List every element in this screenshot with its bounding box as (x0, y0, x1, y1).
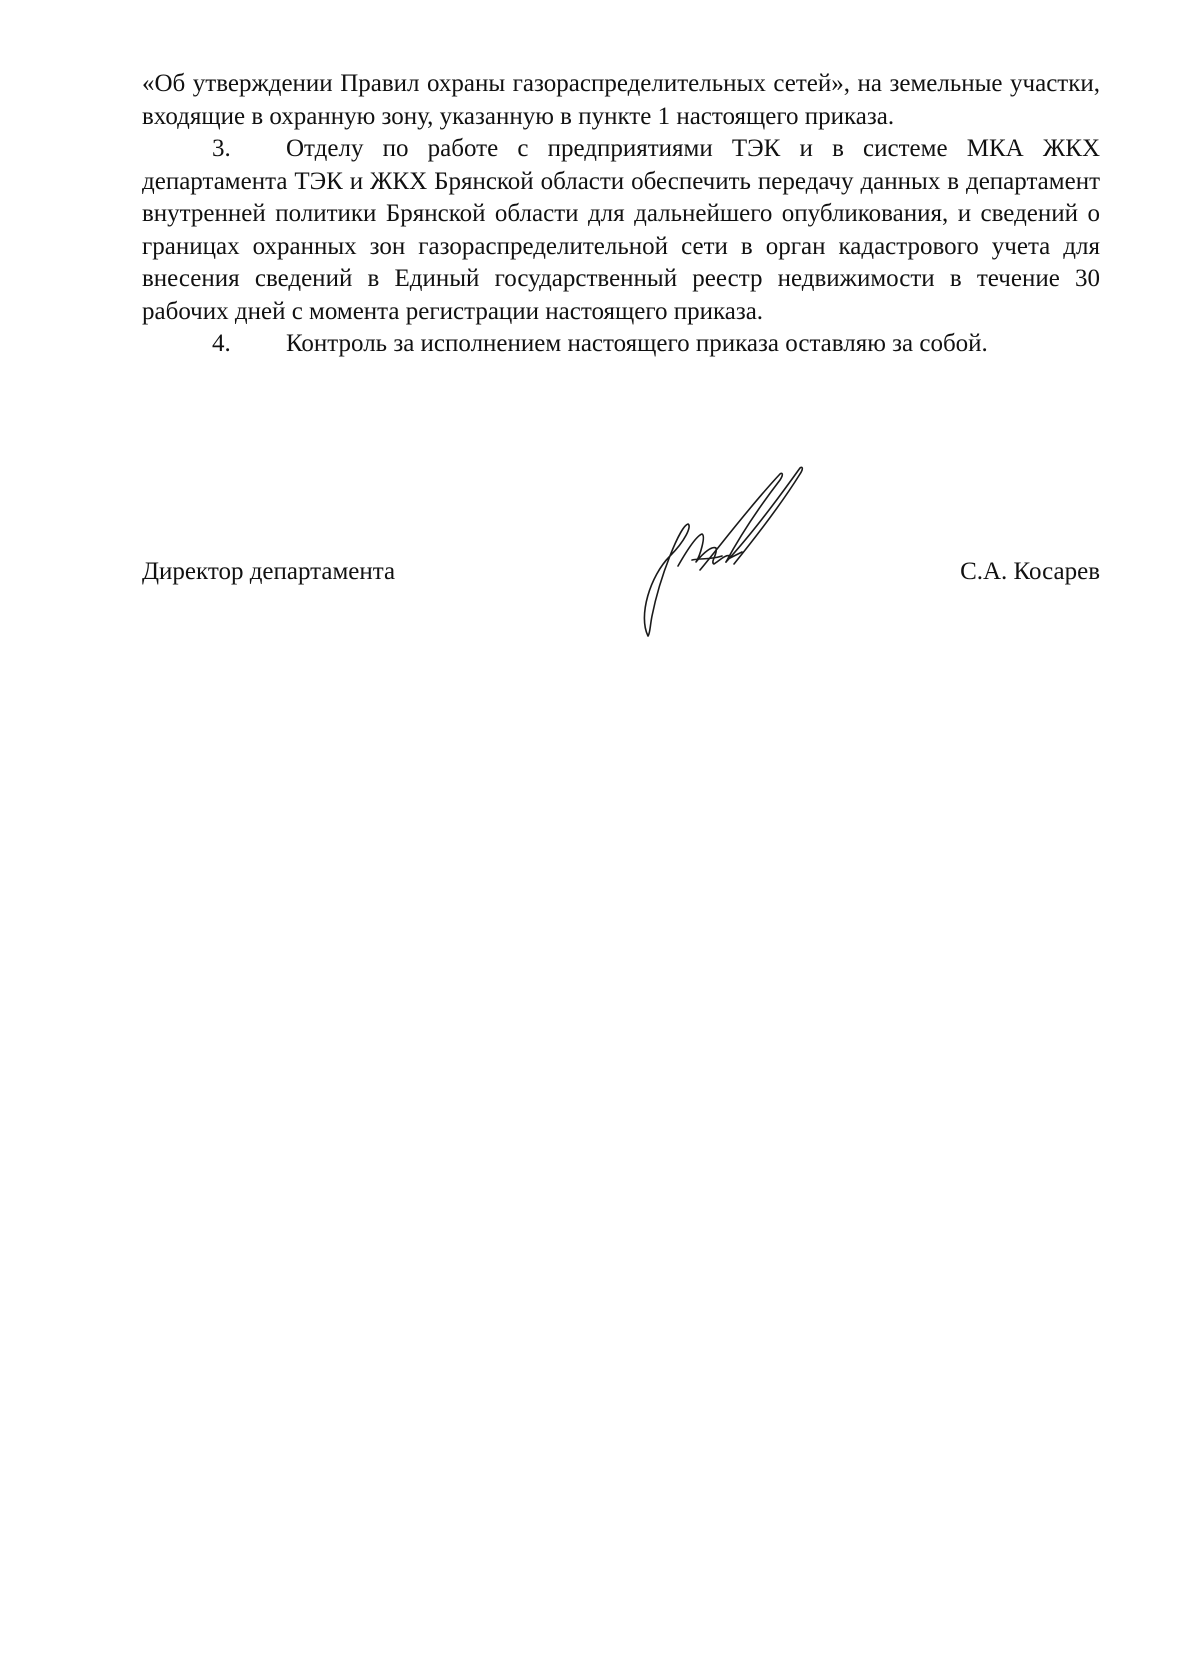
paragraph-continuation (142, 68, 1100, 133)
paragraph-text: Отделу по работе с предприятиями ТЭК и в системе МКА ЖКХ департамента ТЭК и ЖКХ Брянской области обеспечить передачу данных в департамент внутренней политики Брянской области для дальнейшего опубликования, и сведений о границах охранных зон газораспределительной сети в орган кадастрового учета для внесения сведений в Единый государственный реестр недвижимости в течение 30 рабочих дней с момента регистрации настоящего приказа. (142, 135, 1100, 325)
signatory-position: Директор департамента (142, 558, 396, 585)
document-body (142, 68, 1100, 361)
paragraph-text: Контроль за исполнением настоящего приказа оставляю за собой. (286, 330, 988, 357)
paragraph-item-4 (142, 328, 1100, 361)
paragraph-number: 3. (212, 135, 231, 162)
paragraph-item-3 (142, 133, 1100, 328)
paragraph-text: «Об утверждении Правил охраны газораспределительных сетей», на земельные участки, входящие в охранную зону, указанную в пункте 1 настоящего приказа. (142, 70, 1100, 130)
signatory-name: С.А. Косарев (960, 558, 1100, 585)
signature-block (142, 556, 1100, 596)
paragraph-number: 4. (212, 330, 231, 357)
handwritten-signature (630, 466, 820, 646)
